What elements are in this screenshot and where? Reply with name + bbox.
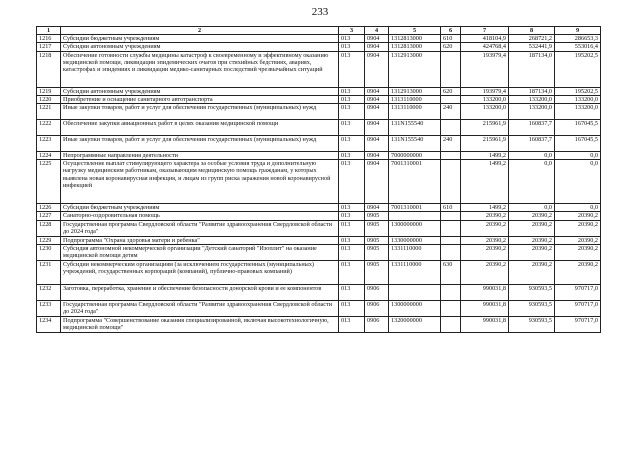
row-value-year-1: 990031,8 [461, 284, 509, 300]
row-section-code: 0905 [365, 244, 389, 260]
row-target-code [389, 212, 441, 220]
row-expense-type: 620 [441, 43, 461, 51]
table-row [37, 160, 601, 204]
row-ministry-code: 013 [339, 300, 365, 316]
row-value-year-1: 990031,8 [461, 316, 509, 332]
row-target-code: 1312813000 [389, 35, 441, 43]
row-name: Заготовка, переработка, хранение и обеспечение безопасности донорской крови и ее компонентов [61, 284, 339, 300]
row-section-code: 0904 [365, 204, 389, 212]
row-section-code: 0904 [365, 51, 389, 87]
row-value-year-3: 167045,5 [555, 120, 601, 136]
row-target-code: 7001310001 [389, 204, 441, 212]
table-row [37, 316, 601, 332]
row-name: Обеспечение готовности службы медицины катастроф к своевременному и эффективному оказанию медицинской помощи, ликвидации эпидемических очагов при стихийных бедствиях, авариях, катастрофах и эпидемиях и ликвидации медико-санитарных последствий чрезвычайных ситуаций [61, 51, 339, 87]
row-name: Субсидии бюджетным учреждениям [61, 35, 339, 43]
row-value-year-2: 20390,2 [509, 212, 555, 220]
row-ministry-code: 013 [339, 316, 365, 332]
page-number: 233 [311, 6, 329, 18]
row-name: Непрограммные направления деятельности [61, 152, 339, 160]
column-header-9: 9 [555, 27, 601, 35]
row-value-year-2: 133200,0 [509, 95, 555, 103]
row-value-year-2: 0,0 [509, 204, 555, 212]
row-value-year-2: 20390,2 [509, 260, 555, 284]
row-value-year-3: 970717,0 [555, 284, 601, 300]
row-name: Подпрограмма "Охрана здоровья матери и ребенка" [61, 236, 339, 244]
table-row [37, 35, 601, 43]
row-value-year-2: 20390,2 [509, 244, 555, 260]
row-ministry-code: 013 [339, 220, 365, 236]
row-value-year-1: 193979,4 [461, 87, 509, 95]
row-section-code: 0904 [365, 35, 389, 43]
column-header-6: 6 [441, 27, 461, 35]
column-header-7: 7 [461, 27, 509, 35]
row-value-year-2: 930593,5 [509, 284, 555, 300]
table-row [37, 212, 601, 220]
row-name: Государственная программа Свердловской области "Развитие здравоохранения Свердловской области до 2024 года" [61, 220, 339, 236]
row-expense-type: 610 [441, 204, 461, 212]
row-value-year-2: 187134,0 [509, 87, 555, 95]
table-row [37, 284, 601, 300]
row-section-code: 0904 [365, 160, 389, 204]
row-target-code: 1331110000 [389, 244, 441, 260]
row-expense-type: 620 [441, 87, 461, 95]
row-number: 1221 [37, 104, 61, 120]
column-header-3: 3 [339, 27, 365, 35]
column-header-2: 2 [61, 27, 339, 35]
row-value-year-3: 0,0 [555, 204, 601, 212]
row-name: Иные закупки товаров, работ и услуг для обеспечения государственных (муниципальных) нужд [61, 136, 339, 152]
row-value-year-1: 1499,2 [461, 204, 509, 212]
row-value-year-3: 20390,2 [555, 244, 601, 260]
row-expense-type [441, 284, 461, 300]
row-value-year-1: 215961,9 [461, 120, 509, 136]
row-value-year-1: 133200,0 [461, 95, 509, 103]
row-value-year-2: 268721,2 [509, 35, 555, 43]
row-number: 1227 [37, 212, 61, 220]
table-row [37, 95, 601, 103]
row-target-code: 1331110000 [389, 260, 441, 284]
row-target-code: 131N155540 [389, 136, 441, 152]
row-value-year-3: 553016,4 [555, 43, 601, 51]
row-name: Подпрограмма "Совершенствование оказания специализированной, включая высокотехнологичную, медицинской помощи" [61, 316, 339, 332]
row-section-code: 0905 [365, 260, 389, 284]
row-value-year-2: 930593,5 [509, 300, 555, 316]
row-target-code: 1300000000 [389, 300, 441, 316]
row-ministry-code: 013 [339, 95, 365, 103]
table-row [37, 244, 601, 260]
row-number: 1217 [37, 43, 61, 51]
row-name: Осуществление выплат стимулирующего характера за особые условия труда и дополнительную нагрузку медицинским работникам, оказывающим медицинскую помощь гражданам, у которых выявлена новая коронавирусная инфекция, и лицам из групп риска заражения новой коронавирусной инфекцией [61, 160, 339, 204]
row-target-code: 1300000000 [389, 220, 441, 236]
row-value-year-2: 160837,7 [509, 120, 555, 136]
row-value-year-3: 286653,3 [555, 35, 601, 43]
row-ministry-code: 013 [339, 35, 365, 43]
row-number: 1226 [37, 204, 61, 212]
row-section-code: 0905 [365, 220, 389, 236]
row-expense-type [441, 316, 461, 332]
row-number: 1233 [37, 300, 61, 316]
row-ministry-code: 013 [339, 236, 365, 244]
row-expense-type: 630 [441, 260, 461, 284]
row-value-year-2: 133200,0 [509, 104, 555, 120]
table-row [37, 87, 601, 95]
row-number: 1224 [37, 152, 61, 160]
row-section-code: 0904 [365, 87, 389, 95]
row-expense-type [441, 120, 461, 136]
row-expense-type: 610 [441, 35, 461, 43]
table-row [37, 136, 601, 152]
table-row [37, 220, 601, 236]
row-value-year-1: 20390,2 [461, 244, 509, 260]
row-number: 1232 [37, 284, 61, 300]
row-value-year-3: 20390,2 [555, 260, 601, 284]
row-ministry-code: 013 [339, 244, 365, 260]
row-ministry-code: 013 [339, 152, 365, 160]
row-name: Приобретение и оснащение санитарного автотранспорта [61, 95, 339, 103]
budget-table [36, 26, 601, 333]
row-number: 1216 [37, 35, 61, 43]
row-target-code: 7001310001 [389, 160, 441, 204]
row-target-code: 131N155540 [389, 120, 441, 136]
row-value-year-1: 193979,4 [461, 51, 509, 87]
row-value-year-2: 20390,2 [509, 236, 555, 244]
row-number: 1223 [37, 136, 61, 152]
row-value-year-1: 20390,2 [461, 220, 509, 236]
row-target-code: 1312913000 [389, 87, 441, 95]
table-row [37, 260, 601, 284]
row-expense-type [441, 160, 461, 204]
table-row [37, 51, 601, 87]
row-value-year-3: 195202,5 [555, 87, 601, 95]
row-expense-type [441, 244, 461, 260]
row-ministry-code: 013 [339, 87, 365, 95]
row-value-year-3: 20390,2 [555, 220, 601, 236]
row-number: 1228 [37, 220, 61, 236]
row-value-year-1: 418104,9 [461, 35, 509, 43]
row-name: Субсидия автономной некоммерческой организации "Детский санаторий "Изоплит" на оказание медицинской помощи детям [61, 244, 339, 260]
row-value-year-1: 1499,2 [461, 152, 509, 160]
table-row [37, 43, 601, 51]
row-number: 1220 [37, 95, 61, 103]
row-expense-type [441, 236, 461, 244]
row-value-year-1: 20390,2 [461, 260, 509, 284]
row-number: 1229 [37, 236, 61, 244]
row-name: Субсидии автономным учреждениям [61, 87, 339, 95]
row-target-code: 1330000000 [389, 236, 441, 244]
row-value-year-1: 20390,2 [461, 212, 509, 220]
row-name: Субсидии автономным учреждениям [61, 43, 339, 51]
row-ministry-code: 013 [339, 43, 365, 51]
row-number: 1225 [37, 160, 61, 204]
row-name: Государственная программа Свердловской области "Развитие здравоохранения Свердловской области до 2024 года" [61, 300, 339, 316]
row-value-year-1: 20390,2 [461, 236, 509, 244]
row-name: Иные закупки товаров, работ и услуг для обеспечения государственных (муниципальных) нужд [61, 104, 339, 120]
row-section-code: 0906 [365, 300, 389, 316]
row-target-code: 1313110000 [389, 95, 441, 103]
column-header-5: 5 [389, 27, 441, 35]
column-header-1: 1 [37, 27, 61, 35]
row-value-year-1: 133200,0 [461, 104, 509, 120]
row-value-year-3: 0,0 [555, 160, 601, 204]
row-target-code: 1312913000 [389, 51, 441, 87]
row-name: Субсидии бюджетным учреждениям [61, 204, 339, 212]
table-row [37, 152, 601, 160]
row-expense-type [441, 300, 461, 316]
row-value-year-3: 970717,0 [555, 300, 601, 316]
row-value-year-2: 187134,0 [509, 51, 555, 87]
column-header-8: 8 [509, 27, 555, 35]
row-expense-type: 240 [441, 136, 461, 152]
row-section-code: 0904 [365, 43, 389, 51]
row-section-code: 0905 [365, 236, 389, 244]
row-ministry-code: 013 [339, 104, 365, 120]
row-value-year-3: 20390,2 [555, 212, 601, 220]
row-ministry-code: 013 [339, 120, 365, 136]
table-row [37, 236, 601, 244]
row-section-code: 0905 [365, 212, 389, 220]
row-value-year-2: 532441,9 [509, 43, 555, 51]
row-ministry-code: 013 [339, 204, 365, 212]
row-value-year-1: 1499,2 [461, 160, 509, 204]
row-value-year-3: 970717,0 [555, 316, 601, 332]
row-value-year-3: 195202,5 [555, 51, 601, 87]
row-section-code: 0904 [365, 95, 389, 103]
row-ministry-code: 013 [339, 284, 365, 300]
header-row [37, 27, 601, 35]
row-ministry-code: 013 [339, 260, 365, 284]
table-body [37, 35, 601, 333]
row-value-year-3: 0,0 [555, 152, 601, 160]
row-section-code: 0906 [365, 284, 389, 300]
row-section-code: 0904 [365, 120, 389, 136]
row-ministry-code: 013 [339, 212, 365, 220]
row-section-code: 0904 [365, 136, 389, 152]
row-expense-type [441, 220, 461, 236]
table-row [37, 120, 601, 136]
row-number: 1231 [37, 260, 61, 284]
row-value-year-2: 0,0 [509, 152, 555, 160]
row-section-code: 0904 [365, 104, 389, 120]
row-number: 1218 [37, 51, 61, 87]
row-expense-type [441, 152, 461, 160]
row-section-code: 0906 [365, 316, 389, 332]
row-target-code: 7000000000 [389, 152, 441, 160]
row-value-year-3: 133200,0 [555, 95, 601, 103]
row-name: Санаторно-оздоровительная помощь [61, 212, 339, 220]
row-value-year-3: 167045,5 [555, 136, 601, 152]
row-expense-type [441, 212, 461, 220]
row-ministry-code: 013 [339, 160, 365, 204]
row-value-year-2: 930593,5 [509, 316, 555, 332]
row-value-year-2: 20390,2 [509, 220, 555, 236]
row-value-year-1: 990031,8 [461, 300, 509, 316]
row-number: 1219 [37, 87, 61, 95]
table-header [37, 27, 601, 35]
row-target-code: 1312813000 [389, 43, 441, 51]
row-value-year-3: 133200,0 [555, 104, 601, 120]
row-target-code [389, 284, 441, 300]
row-value-year-2: 0,0 [509, 160, 555, 204]
row-number: 1222 [37, 120, 61, 136]
row-expense-type [441, 51, 461, 87]
row-ministry-code: 013 [339, 51, 365, 87]
row-expense-type [441, 95, 461, 103]
table-row [37, 104, 601, 120]
row-target-code: 1313110000 [389, 104, 441, 120]
row-name: Обеспечение закупки авиационных работ в целях оказания медицинской помощи [61, 120, 339, 136]
row-target-code: 1320000000 [389, 316, 441, 332]
row-number: 1234 [37, 316, 61, 332]
column-header-4: 4 [365, 27, 389, 35]
row-expense-type: 240 [441, 104, 461, 120]
row-ministry-code: 013 [339, 136, 365, 152]
table-row [37, 300, 601, 316]
row-number: 1230 [37, 244, 61, 260]
row-name: Субсидии некоммерческим организациям (за исключением государственных (муниципальных) учреждений, государственных корпораций (компаний), публично-правовых компаний) [61, 260, 339, 284]
row-section-code: 0904 [365, 152, 389, 160]
row-value-year-2: 160837,7 [509, 136, 555, 152]
table-row [37, 204, 601, 212]
row-value-year-3: 20390,2 [555, 236, 601, 244]
row-value-year-1: 215961,9 [461, 136, 509, 152]
row-value-year-1: 424768,4 [461, 43, 509, 51]
